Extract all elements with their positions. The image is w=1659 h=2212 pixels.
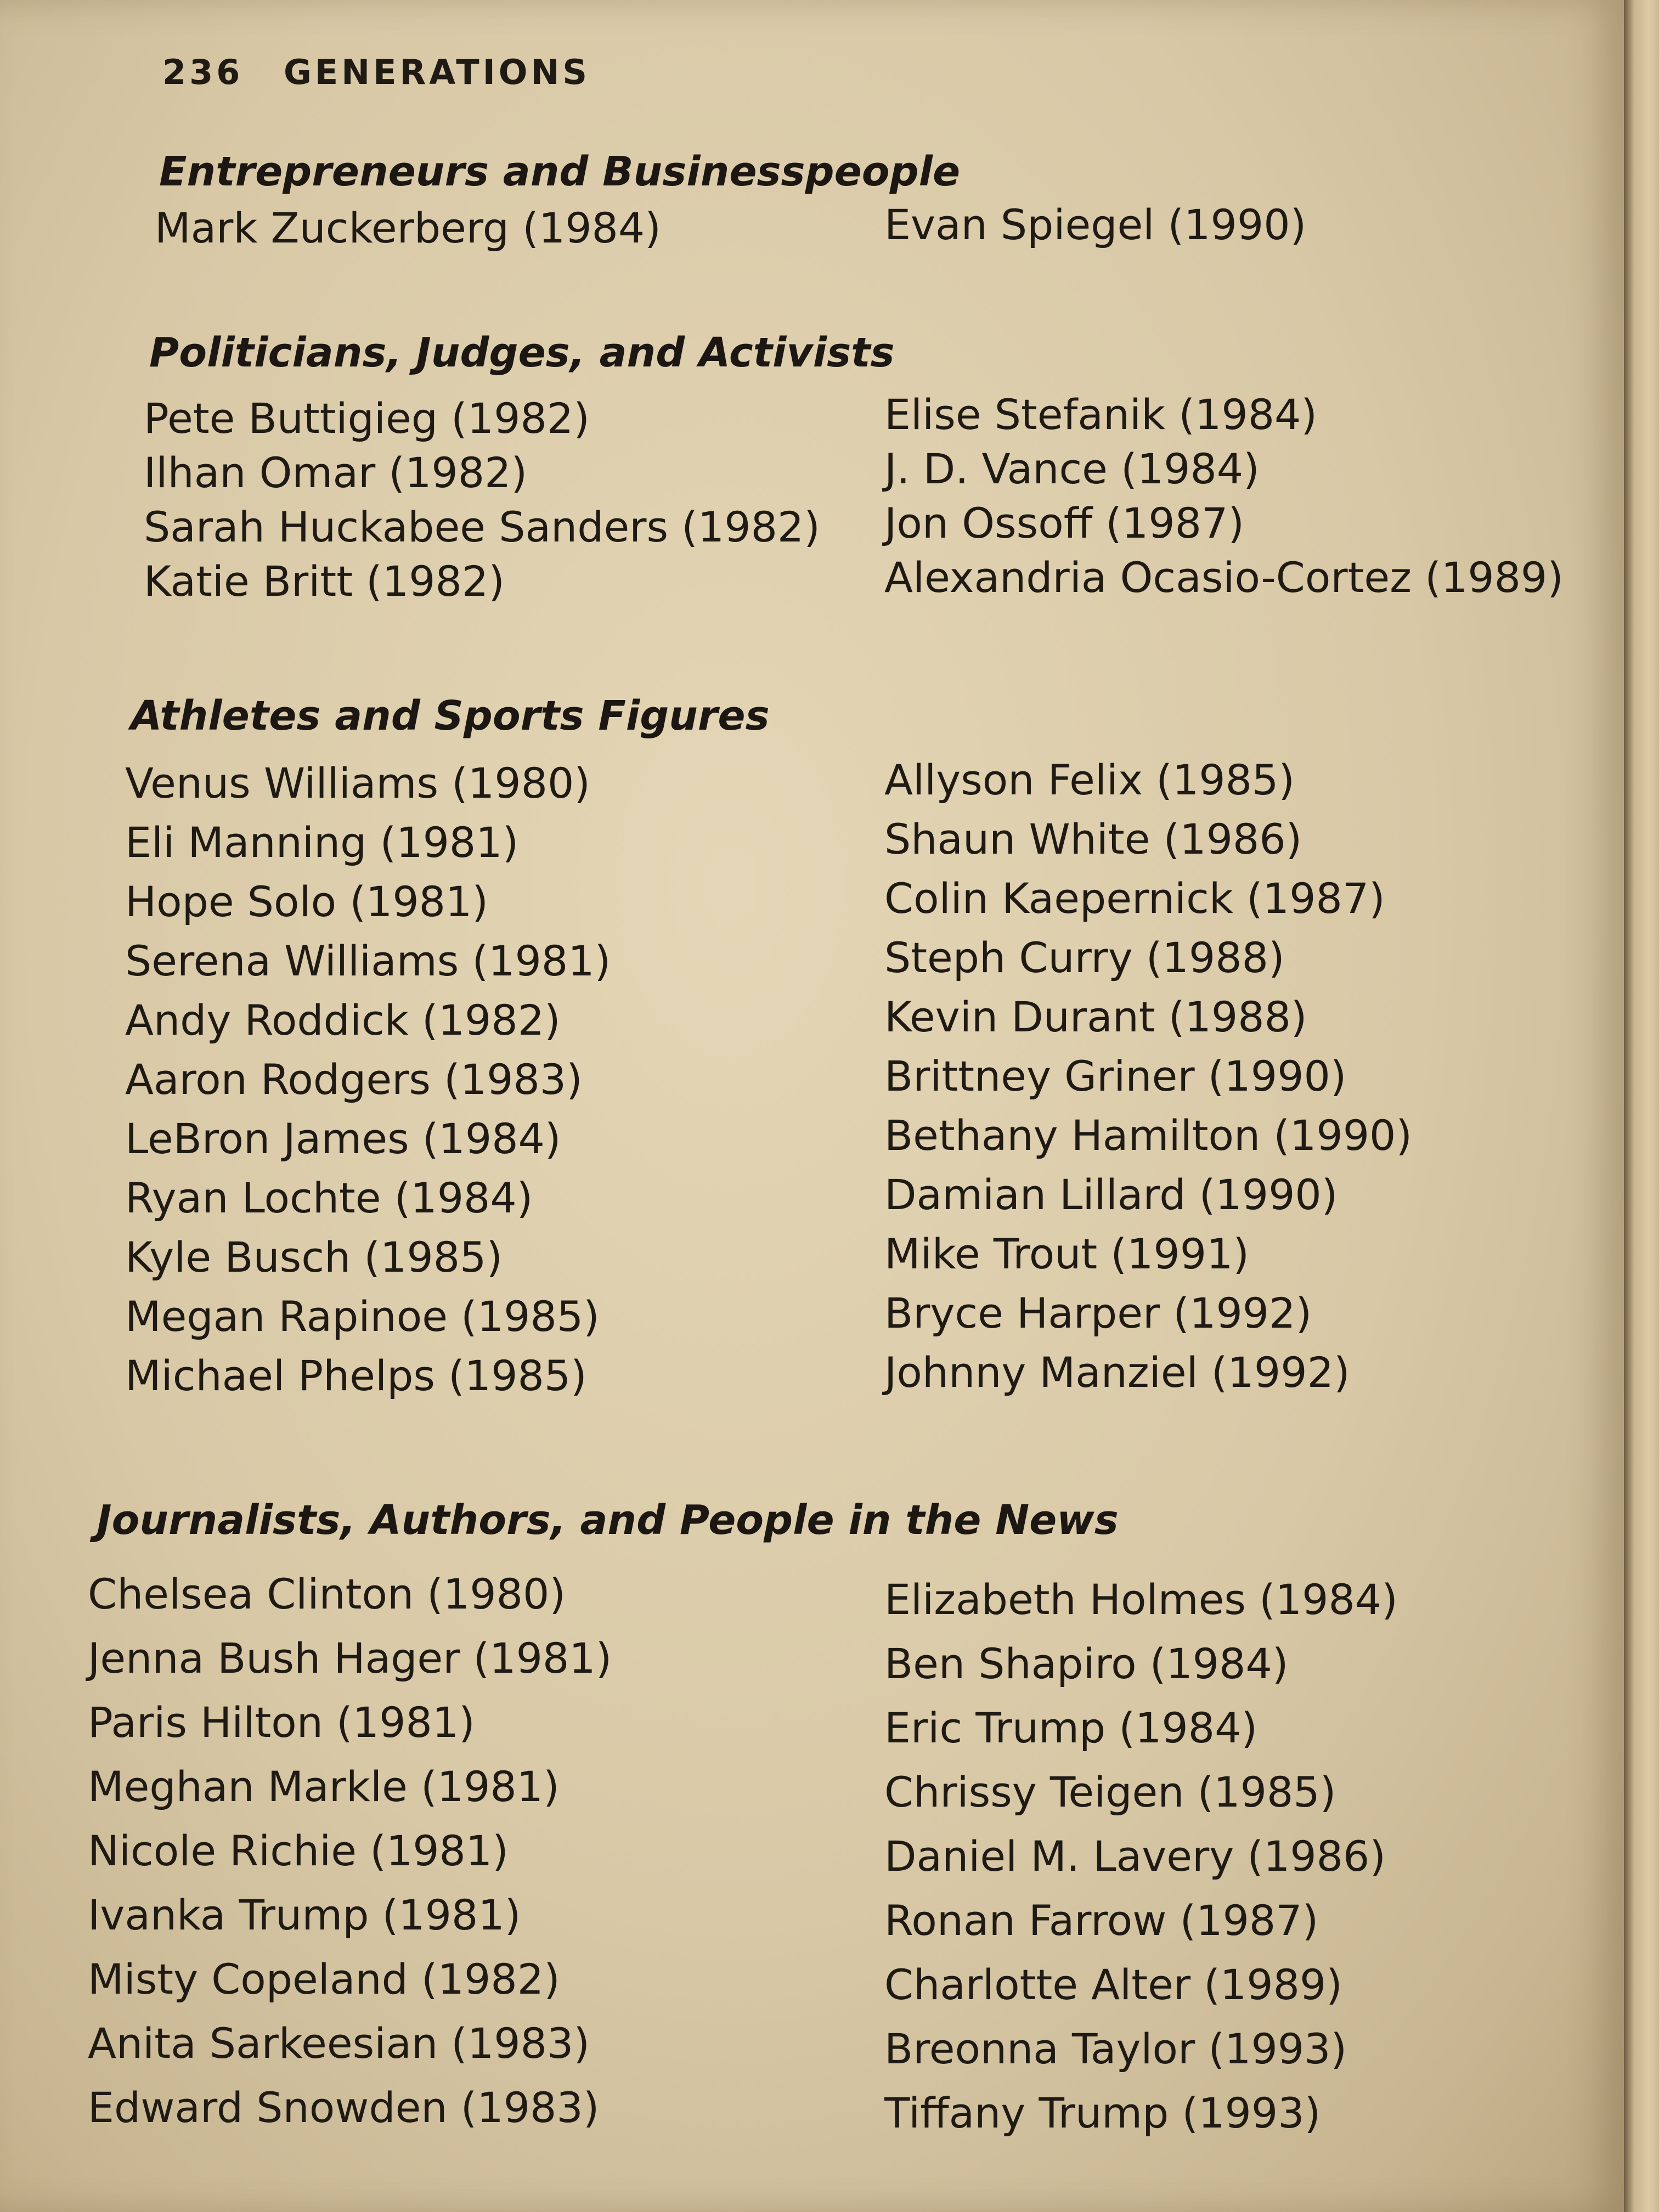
list-item: Nicole Richie (1981) <box>88 1826 509 1875</box>
list-item: Ronan Farrow (1987) <box>884 1896 1319 1945</box>
list-item: Anita Sarkeesian (1983) <box>88 2019 590 2068</box>
list-item: Aaron Rodgers (1983) <box>125 1055 583 1104</box>
list-item: Mike Trout (1991) <box>884 1229 1250 1278</box>
list-item: Bryce Harper (1992) <box>884 1289 1312 1338</box>
list-item: Michael Phelps (1985) <box>125 1351 587 1400</box>
list-item: Elise Stefanik (1984) <box>884 390 1318 439</box>
list-item: J. D. Vance (1984) <box>884 444 1260 493</box>
right-column <box>884 755 1413 1411</box>
list-item: Colin Kaepernick (1987) <box>884 874 1385 923</box>
list-item: Jenna Bush Hager (1981) <box>88 1634 612 1683</box>
list-item: Mark Zuckerberg (1984) <box>155 204 661 252</box>
list-item: Johnny Manziel (1992) <box>884 1348 1350 1397</box>
list-item: Misty Copeland (1982) <box>88 1955 560 2004</box>
running-header <box>162 52 590 92</box>
list-item: Chrissy Teigen (1985) <box>884 1768 1336 1816</box>
list-item: Pete Buttigieg (1982) <box>144 394 590 443</box>
left-column <box>125 759 611 1414</box>
section-heading: Politicians, Judges, and Activists <box>149 329 895 376</box>
list-item: Edward Snowden (1983) <box>88 2083 600 2132</box>
list-item: Evan Spiegel (1990) <box>884 200 1307 249</box>
list-item: Megan Rapinoe (1985) <box>125 1292 600 1341</box>
list-item: Chelsea Clinton (1980) <box>88 1570 566 1618</box>
list-item: Hope Solo (1981) <box>125 877 489 926</box>
right-column <box>884 200 1307 259</box>
list-item: Brittney Griner (1990) <box>884 1052 1347 1101</box>
list-item: Alexandria Ocasio-Cortez (1989) <box>884 553 1564 602</box>
list-item: Ben Shapiro (1984) <box>884 1639 1289 1688</box>
list-item: Kevin Durant (1988) <box>884 992 1307 1041</box>
section-heading: Entrepreneurs and Businesspeople <box>159 148 961 195</box>
list-item: Daniel M. Lavery (1986) <box>884 1832 1386 1881</box>
list-item: Elizabeth Holmes (1984) <box>884 1575 1398 1624</box>
page-number: 236 <box>162 52 244 92</box>
list-item: Damian Lillard (1990) <box>884 1170 1338 1219</box>
list-item: Eli Manning (1981) <box>125 818 519 867</box>
list-item: Ryan Lochte (1984) <box>125 1173 533 1222</box>
list-item: Kyle Busch (1985) <box>125 1233 503 1282</box>
list-item: Bethany Hamilton (1990) <box>884 1111 1413 1160</box>
list-item: Serena Williams (1981) <box>125 936 611 985</box>
right-column <box>884 1575 1398 2157</box>
list-item: Meghan Markle (1981) <box>88 1762 560 1811</box>
list-item: Andy Roddick (1982) <box>125 996 561 1045</box>
list-item: Charlotte Alter (1989) <box>884 1960 1342 2009</box>
list-item: Tiffany Trump (1993) <box>884 2089 1321 2137</box>
list-item: Sarah Huckabee Sanders (1982) <box>144 503 820 551</box>
list-item: Allyson Felix (1985) <box>884 755 1295 804</box>
list-item: Paris Hilton (1981) <box>88 1698 475 1747</box>
list-item: Ilhan Omar (1982) <box>144 448 528 497</box>
list-item: Eric Trump (1984) <box>884 1703 1258 1752</box>
book-gutter-edge <box>1624 0 1659 2212</box>
list-item: Steph Curry (1988) <box>884 933 1285 982</box>
list-item: Jon Ossoff (1987) <box>884 499 1244 548</box>
right-column <box>884 390 1564 611</box>
section-heading: Journalists, Authors, and People in the News <box>97 1497 1119 1544</box>
list-item: Venus Williams (1980) <box>125 759 590 808</box>
list-item: Shaun White (1986) <box>884 815 1302 864</box>
list-item: LeBron James (1984) <box>125 1114 561 1163</box>
section-heading: Athletes and Sports Figures <box>131 692 770 740</box>
left-column <box>155 204 661 262</box>
running-head-title: GENERATIONS <box>284 52 591 92</box>
list-item: Katie Britt (1982) <box>144 557 505 606</box>
list-item: Breonna Taylor (1993) <box>884 2024 1347 2073</box>
left-column <box>144 394 820 615</box>
left-column <box>88 1570 612 2151</box>
list-item: Ivanka Trump (1981) <box>88 1891 521 1939</box>
